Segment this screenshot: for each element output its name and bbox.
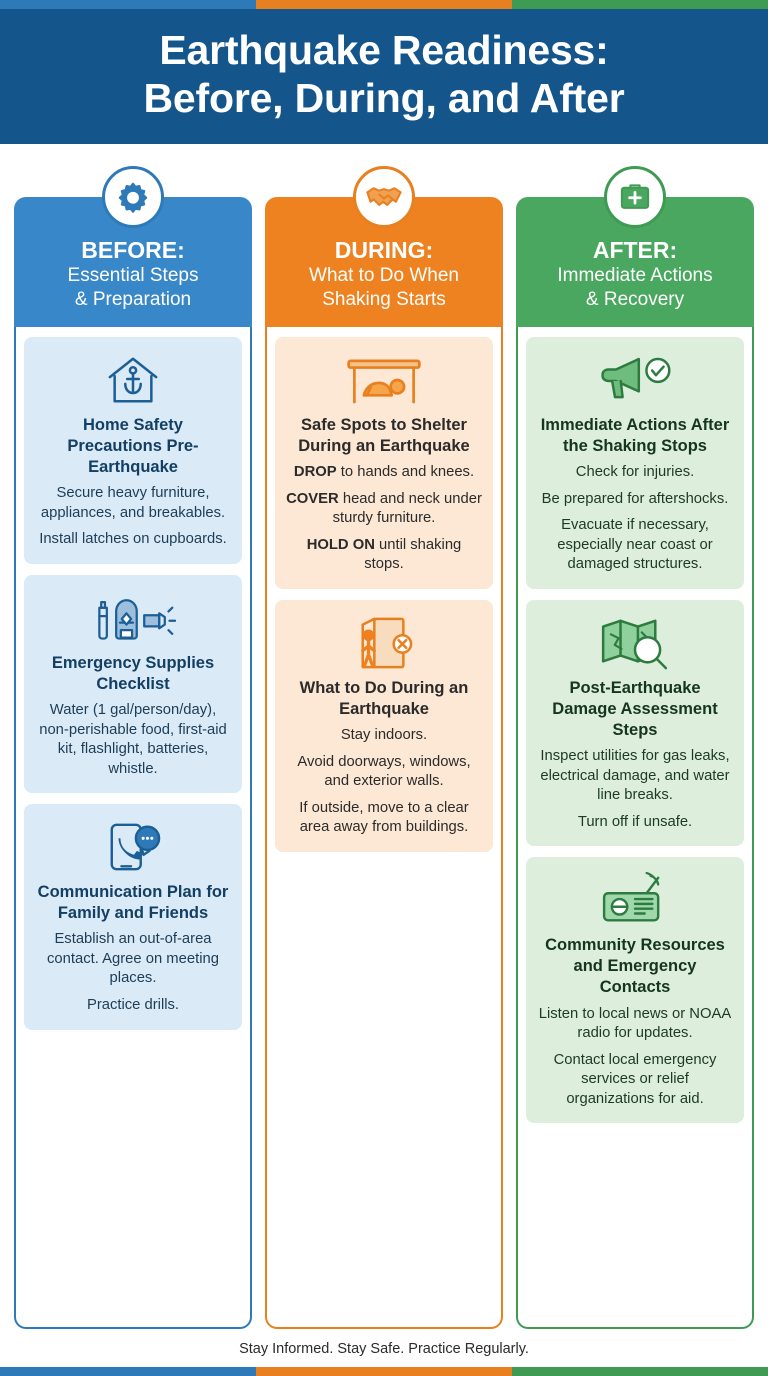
- gear-icon: [102, 166, 164, 228]
- first-aid-kit-icon: [604, 166, 666, 228]
- person-under-table-icon: [285, 349, 483, 411]
- card-text: Inspect utilities for gas leaks, electrical damage, and water line breaks.: [540, 748, 730, 804]
- card-text: Stay indoors.: [340, 727, 428, 743]
- column-title-before: BEFORE:: [81, 237, 185, 264]
- column-subtitle-during-line-2: Shaking Starts: [322, 289, 446, 311]
- card-title: Communication Plan for Family and Friends: [37, 883, 229, 923]
- top-color-bar: [0, 0, 768, 9]
- column-subtitle-after-line-2: & Recovery: [585, 289, 685, 311]
- card-title: What to Do During an Earthquake: [299, 678, 469, 718]
- handshake-icon: [353, 166, 415, 228]
- bottom-bar-segment-blue: [0, 1367, 256, 1376]
- card-communication-plan: [24, 804, 242, 1029]
- column-body-during: [265, 327, 503, 1329]
- card-text: COVER head and neck under sturdy furniture.: [286, 490, 482, 527]
- footer-tagline: Stay Informed. Stay Safe. Practice Regularly.: [239, 1341, 529, 1357]
- page-title: [20, 27, 748, 122]
- top-bar-segment-blue: [0, 0, 256, 9]
- phone-chat-icon: [34, 816, 232, 878]
- column-title-during: DURING:: [334, 237, 434, 264]
- megaphone-check-icon: [536, 349, 734, 411]
- column-subtitle-before-line-1: Essential Steps: [67, 264, 199, 286]
- column-title-after: AFTER:: [592, 237, 678, 264]
- bottom-color-bar: [0, 1367, 768, 1376]
- card-text: Evacuate if necessary, especially near coast or damaged structures.: [557, 517, 713, 573]
- card-text: DROP to hands and knees.: [293, 464, 475, 481]
- card-title: Safe Spots to Shelter During an Earthquake: [298, 415, 470, 456]
- emphasis-cover: COVER: [286, 490, 339, 507]
- column-before: [14, 166, 252, 1329]
- card-text: Be prepared for aftershocks.: [541, 490, 729, 507]
- card-title: Home Safety Precautions Pre-Earthquake: [67, 415, 199, 477]
- card-text: Check for injuries.: [575, 464, 695, 481]
- card-text: If outside, move to a clear area away from buildings.: [299, 799, 469, 836]
- card-title: Post-Earthquake Damage Assessment Steps: [552, 678, 718, 739]
- columns-container: [0, 144, 768, 1333]
- column-body-after: [516, 327, 754, 1329]
- backpack-supplies-icon: [34, 587, 232, 649]
- top-bar-segment-green: [512, 0, 768, 9]
- emphasis-drop: DROP: [293, 464, 337, 481]
- card-text: Practice drills.: [86, 996, 180, 1013]
- house-anchor-icon: [34, 349, 232, 411]
- card-home-safety: [24, 337, 242, 564]
- card-text: Listen to local news or NOAA radio for updates.: [538, 1005, 732, 1042]
- card-text: Establish an out-of-area contact. Agree on meeting places.: [47, 931, 219, 987]
- top-bar-segment-orange: [256, 0, 512, 9]
- bottom-bar-segment-orange: [256, 1367, 512, 1376]
- card-immediate-actions: [526, 337, 744, 589]
- poster-header: [0, 9, 768, 144]
- map-magnifier-icon: [536, 612, 734, 674]
- card-text: Contact local emergency services or relief organizations for aid.: [553, 1051, 717, 1107]
- card-title: Immediate Actions After the Shaking Stops: [540, 415, 730, 456]
- card-text: Install latches on cupboards.: [39, 531, 227, 548]
- card-title: Community Resources and Emergency Contacts: [545, 936, 725, 997]
- card-text: Water (1 gal/person/day), non-perishable food, first-aid kit, flashlight, batteries, whistle.: [39, 702, 227, 777]
- emphasis-hold-on: HOLD ON: [306, 536, 375, 553]
- page-title-line-2: Before, During, and After: [143, 74, 625, 121]
- card-what-to-do-during: [275, 600, 493, 852]
- card-community-resources: [526, 857, 744, 1123]
- card-text: HOLD ON until shaking stops.: [306, 536, 462, 573]
- card-text: Turn off if unsafe.: [577, 813, 693, 830]
- column-subtitle-during-line-1: What to Do When: [309, 264, 459, 286]
- column-subtitle-before-line-2: & Preparation: [74, 289, 192, 311]
- card-emergency-supplies: [24, 575, 242, 793]
- card-text: Avoid doorways, windows, and exterior walls.: [297, 753, 471, 790]
- column-after: [516, 166, 754, 1329]
- column-body-before: [14, 327, 252, 1329]
- card-title: Emergency Supplies Checklist: [51, 653, 215, 693]
- card-damage-assessment: [526, 600, 744, 846]
- column-during: [265, 166, 503, 1329]
- card-text: Secure heavy furniture, appliances, and breakables.: [40, 485, 226, 521]
- bottom-bar-segment-green: [512, 1367, 768, 1376]
- doorway-no-entry-icon: [285, 612, 483, 674]
- radio-signal-icon: [536, 869, 734, 931]
- card-safe-spots: [275, 337, 493, 589]
- page-title-line-1: Earthquake Readiness:: [159, 27, 609, 73]
- column-subtitle-after-line-1: Immediate Actions: [557, 264, 713, 286]
